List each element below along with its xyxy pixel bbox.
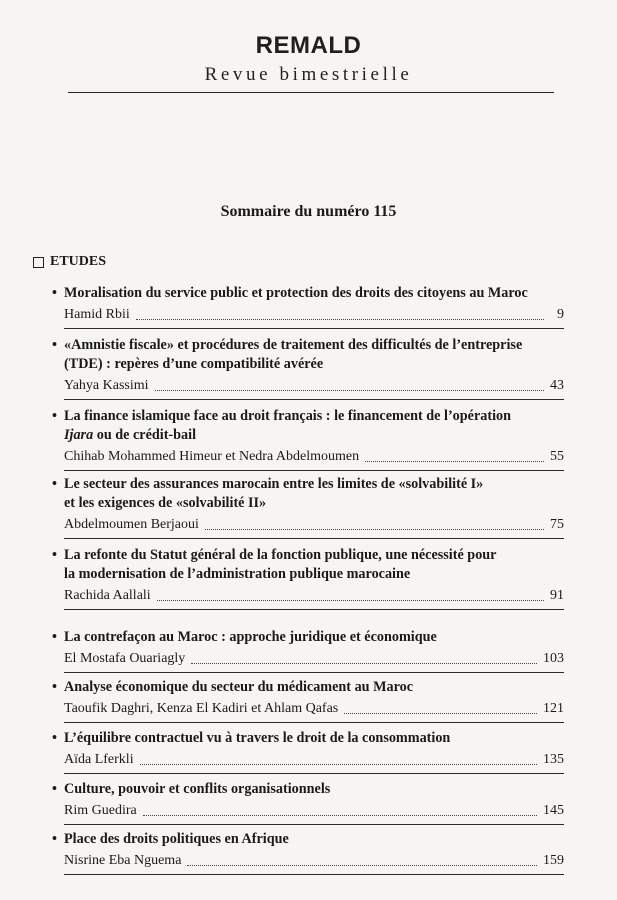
dot-leader [344, 712, 537, 714]
toc-entry [52, 628, 564, 668]
toc-entry-author: Rachida Aallali [64, 588, 151, 603]
toc-entry-author-line [52, 750, 564, 769]
bullet-icon: • [52, 629, 57, 645]
dot-leader [155, 389, 544, 391]
bullet-icon: • [52, 337, 57, 353]
toc-entry-page: 159 [543, 853, 564, 868]
entry-separator-rule [64, 773, 564, 774]
dot-leader [205, 528, 544, 530]
toc-entry-title-line: L’équilibre contractuel vu à travers le droit de la consommation [64, 730, 451, 746]
toc-entry [52, 678, 564, 718]
toc-entry-title-line: Analyse économique du secteur du médicament au Maroc [64, 679, 414, 695]
toc-entry [52, 407, 564, 466]
toc-entry-author-line [52, 515, 564, 534]
toc-entry-author: Yahya Kassimi [64, 378, 149, 393]
dot-leader [157, 599, 544, 601]
dot-leader [136, 318, 544, 320]
toc-entry-title-line: (TDE) : repères d’une compatibilité avérée [64, 356, 324, 372]
toc-entry-title-line: et les exigences de «solvabilité II» [64, 495, 267, 511]
toc-entry-page: 91 [550, 588, 564, 603]
bullet-icon: • [52, 730, 57, 746]
entry-separator-rule [64, 328, 564, 329]
section-label: ETUDES [50, 254, 107, 269]
toc-entry-author: Aïda Lferkli [64, 752, 134, 767]
toc-entry [52, 546, 564, 605]
bullet-icon: • [52, 408, 57, 424]
toc-entry-author-line [52, 586, 564, 605]
toc-entry-title-line: Place des droits politiques en Afrique [64, 831, 289, 847]
section-heading-etudes [33, 254, 106, 270]
toc-entry-title-line: Le secteur des assurances marocain entre les limites de «solvabilité I» [64, 476, 484, 492]
entry-separator-rule [64, 824, 564, 825]
toc-entry-title [52, 729, 564, 748]
toc-entry [52, 780, 564, 820]
toc-entry-title [52, 678, 564, 697]
bullet-icon: • [52, 831, 57, 847]
toc-entry-author: Chihab Mohammed Himeur et Nedra Abdelmoumen [64, 449, 360, 464]
entry-separator-rule [64, 538, 564, 539]
toc-entry-author-line [52, 801, 564, 820]
toc-entry-title [52, 475, 564, 513]
toc-entry-author-line [52, 649, 564, 668]
toc-entry-title [52, 780, 564, 799]
entry-separator-rule [64, 399, 564, 400]
toc-entry-author-line [52, 305, 564, 324]
entry-separator-rule [64, 722, 564, 723]
toc-entry-title-line: La refonte du Statut général de la fonction publique, une nécessité pour [64, 547, 497, 563]
toc-entry-author-line [52, 699, 564, 718]
bullet-icon: • [52, 285, 57, 301]
toc-entry-page: 43 [550, 378, 564, 393]
toc-entry-page: 145 [543, 803, 564, 818]
dot-leader [365, 460, 544, 462]
journal-subtitle: Revue bimestrielle [204, 64, 413, 85]
toc-entry-title [52, 407, 564, 445]
sommaire-title: Sommaire du numéro 115 [220, 203, 397, 220]
entry-separator-rule [64, 609, 564, 610]
toc-entry-author-line [52, 851, 564, 870]
toc-entry-title [52, 284, 564, 303]
toc-entry-title [52, 628, 564, 647]
toc-entry-page: 75 [550, 517, 564, 532]
dot-leader [191, 662, 537, 664]
toc-entry-title-line: Ijara ou de crédit-bail [64, 427, 197, 443]
toc-entry [52, 336, 564, 395]
toc-entry-page: 135 [543, 752, 564, 767]
toc-entry-author-line [52, 447, 564, 466]
toc-entry-author: El Mostafa Ouariagly [64, 651, 186, 666]
header-rule [68, 92, 554, 93]
entry-separator-rule [64, 672, 564, 673]
toc-entry-page: 55 [550, 449, 564, 464]
toc-entry-title-line: La finance islamique face au droit français : le financement de l’opération [64, 408, 511, 424]
journal-title: REMALD [255, 32, 362, 59]
toc-entry-title-line: La contrefaçon au Maroc : approche juridique et économique [64, 629, 437, 645]
toc-entry-author: Rim Guedira [64, 803, 137, 818]
toc-entry-title-line: la modernisation de l’administration publique marocaine [64, 566, 411, 582]
checkbox-icon [33, 257, 44, 268]
toc-entry-author: Hamid Rbii [64, 307, 130, 322]
bullet-icon: • [52, 679, 57, 695]
bullet-icon: • [52, 781, 57, 797]
toc-entry [52, 830, 564, 870]
toc-entry-page: 103 [543, 651, 564, 666]
toc-entry [52, 729, 564, 769]
toc-entry-page: 9 [557, 307, 564, 322]
toc-entry-title [52, 830, 564, 849]
toc-entry-title-line: «Amnistie fiscale» et procédures de traitement des difficultés de l’entreprise [64, 337, 523, 353]
bullet-icon: • [52, 476, 57, 492]
bullet-icon: • [52, 547, 57, 563]
toc-entry-author: Abdelmoumen Berjaoui [64, 517, 199, 532]
dot-leader [140, 763, 537, 765]
toc-entry-title [52, 336, 564, 374]
entry-separator-rule [64, 470, 564, 471]
toc-entry-author: Nisrine Eba Nguema [64, 853, 182, 868]
toc-entry-page: 121 [543, 701, 564, 716]
toc-entry-title [52, 546, 564, 584]
dot-leader [143, 814, 537, 816]
toc-entry-title-line: Moralisation du service public et protection des droits des citoyens au Maroc [64, 285, 528, 301]
toc-entry-author-line [52, 376, 564, 395]
toc-entry-title-line: Culture, pouvoir et conflits organisationnels [64, 781, 331, 797]
dot-leader [187, 864, 537, 866]
toc-entry [52, 284, 564, 324]
toc-entry-author: Taoufik Daghri, Kenza El Kadiri et Ahlam Qafas [64, 701, 339, 716]
toc-entry [52, 475, 564, 534]
entry-separator-rule [64, 874, 564, 875]
